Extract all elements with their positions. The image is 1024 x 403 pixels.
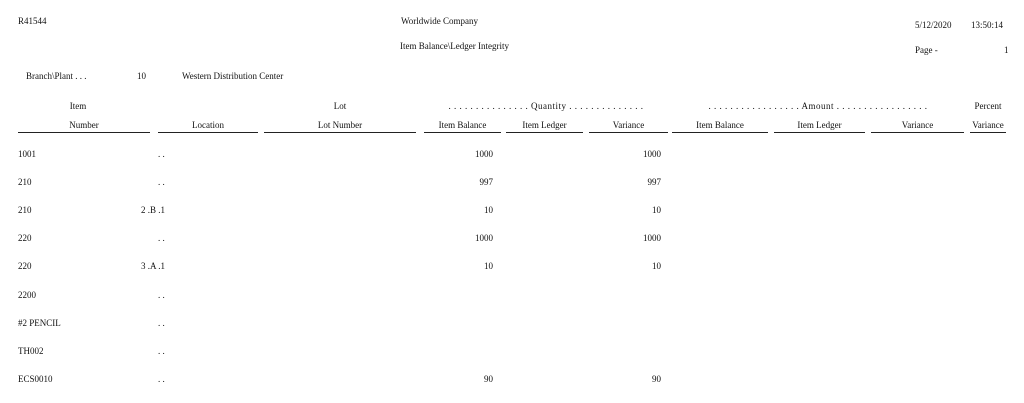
col-item-top: Item bbox=[69, 101, 87, 111]
col-amt-item-ledger: Item Ledger bbox=[797, 120, 842, 130]
report-title: Item Balance\Ledger Integrity bbox=[400, 41, 509, 51]
col-lot-top: Lot bbox=[333, 101, 347, 111]
row-location: . . bbox=[158, 374, 165, 384]
col-percent-top: Percent bbox=[974, 101, 1002, 111]
report-time: 13:50:14 bbox=[971, 20, 1004, 30]
row-qty-item-balance: 10 bbox=[484, 261, 493, 271]
row-item-number: 220 bbox=[18, 233, 32, 243]
col-item-number: Number bbox=[69, 120, 99, 130]
row-item-number: 2200 bbox=[18, 290, 36, 300]
col-amount-group: . . . . . . . . . . . . . . . . . Amount . . . . . . . . . . . . . . . . . bbox=[708, 101, 928, 111]
col-percent-variance: Variance bbox=[972, 120, 1004, 130]
row-item-number: 210 bbox=[18, 177, 32, 187]
branch-label: Branch\Plant . . . bbox=[26, 71, 87, 81]
report-date: 5/12/2020 bbox=[915, 20, 952, 30]
row-qty-item-balance: 1000 bbox=[475, 149, 493, 159]
row-location: . . bbox=[158, 177, 165, 187]
header-underline bbox=[158, 132, 258, 133]
row-qty-item-balance: 10 bbox=[484, 205, 493, 215]
row-item-number: ECS0010 bbox=[18, 374, 53, 384]
row-location: 2 .B .1 bbox=[141, 205, 166, 215]
col-qty-item-balance: Item Balance bbox=[438, 120, 487, 130]
row-item-number: #2 PENCIL bbox=[18, 318, 61, 328]
page-number: 1 bbox=[1004, 45, 1009, 55]
header-underline bbox=[18, 132, 150, 133]
row-qty-item-balance: 90 bbox=[484, 374, 493, 384]
row-qty-variance: 10 bbox=[652, 261, 661, 271]
col-qty-variance: Variance bbox=[612, 120, 645, 130]
header-underline bbox=[871, 132, 964, 133]
row-item-number: TH002 bbox=[18, 346, 44, 356]
header-underline bbox=[970, 132, 1006, 133]
col-location: Location bbox=[192, 120, 224, 130]
row-location: . . bbox=[158, 233, 165, 243]
company-name: Worldwide Company bbox=[401, 16, 479, 26]
row-item-number: 220 bbox=[18, 261, 32, 271]
row-location: . . bbox=[158, 318, 165, 328]
page-label: Page - bbox=[915, 45, 938, 55]
row-qty-variance: 997 bbox=[647, 177, 661, 187]
row-qty-variance: 1000 bbox=[643, 233, 661, 243]
row-item-number: 210 bbox=[18, 205, 32, 215]
row-qty-item-balance: 1000 bbox=[475, 233, 493, 243]
header-underline bbox=[506, 132, 583, 133]
row-qty-variance: 10 bbox=[652, 205, 661, 215]
row-location: . . bbox=[158, 290, 165, 300]
row-location: . . bbox=[158, 346, 165, 356]
row-qty-variance: 1000 bbox=[643, 149, 661, 159]
row-location: 3 .A .1 bbox=[141, 261, 166, 271]
report-id: R41544 bbox=[18, 16, 47, 26]
header-underline bbox=[774, 132, 865, 133]
header-underline bbox=[424, 132, 501, 133]
row-location: . . bbox=[158, 149, 165, 159]
row-qty-item-balance: 997 bbox=[479, 177, 493, 187]
header-underline bbox=[264, 132, 416, 133]
col-amt-variance: Variance bbox=[901, 120, 934, 130]
col-amt-item-balance: Item Balance bbox=[696, 120, 744, 130]
col-qty-item-ledger: Item Ledger bbox=[522, 120, 567, 130]
row-qty-variance: 90 bbox=[652, 374, 661, 384]
col-lot-number: Lot Number bbox=[317, 120, 363, 130]
row-item-number: 1001 bbox=[18, 149, 36, 159]
branch-code: 10 bbox=[137, 71, 146, 81]
col-quantity-group: . . . . . . . . . . . . . . . Quantity . . . . . . . . . . . . . . bbox=[448, 101, 644, 111]
header-underline bbox=[672, 132, 768, 133]
branch-name: Western Distribution Center bbox=[182, 71, 284, 81]
header-underline bbox=[589, 132, 668, 133]
